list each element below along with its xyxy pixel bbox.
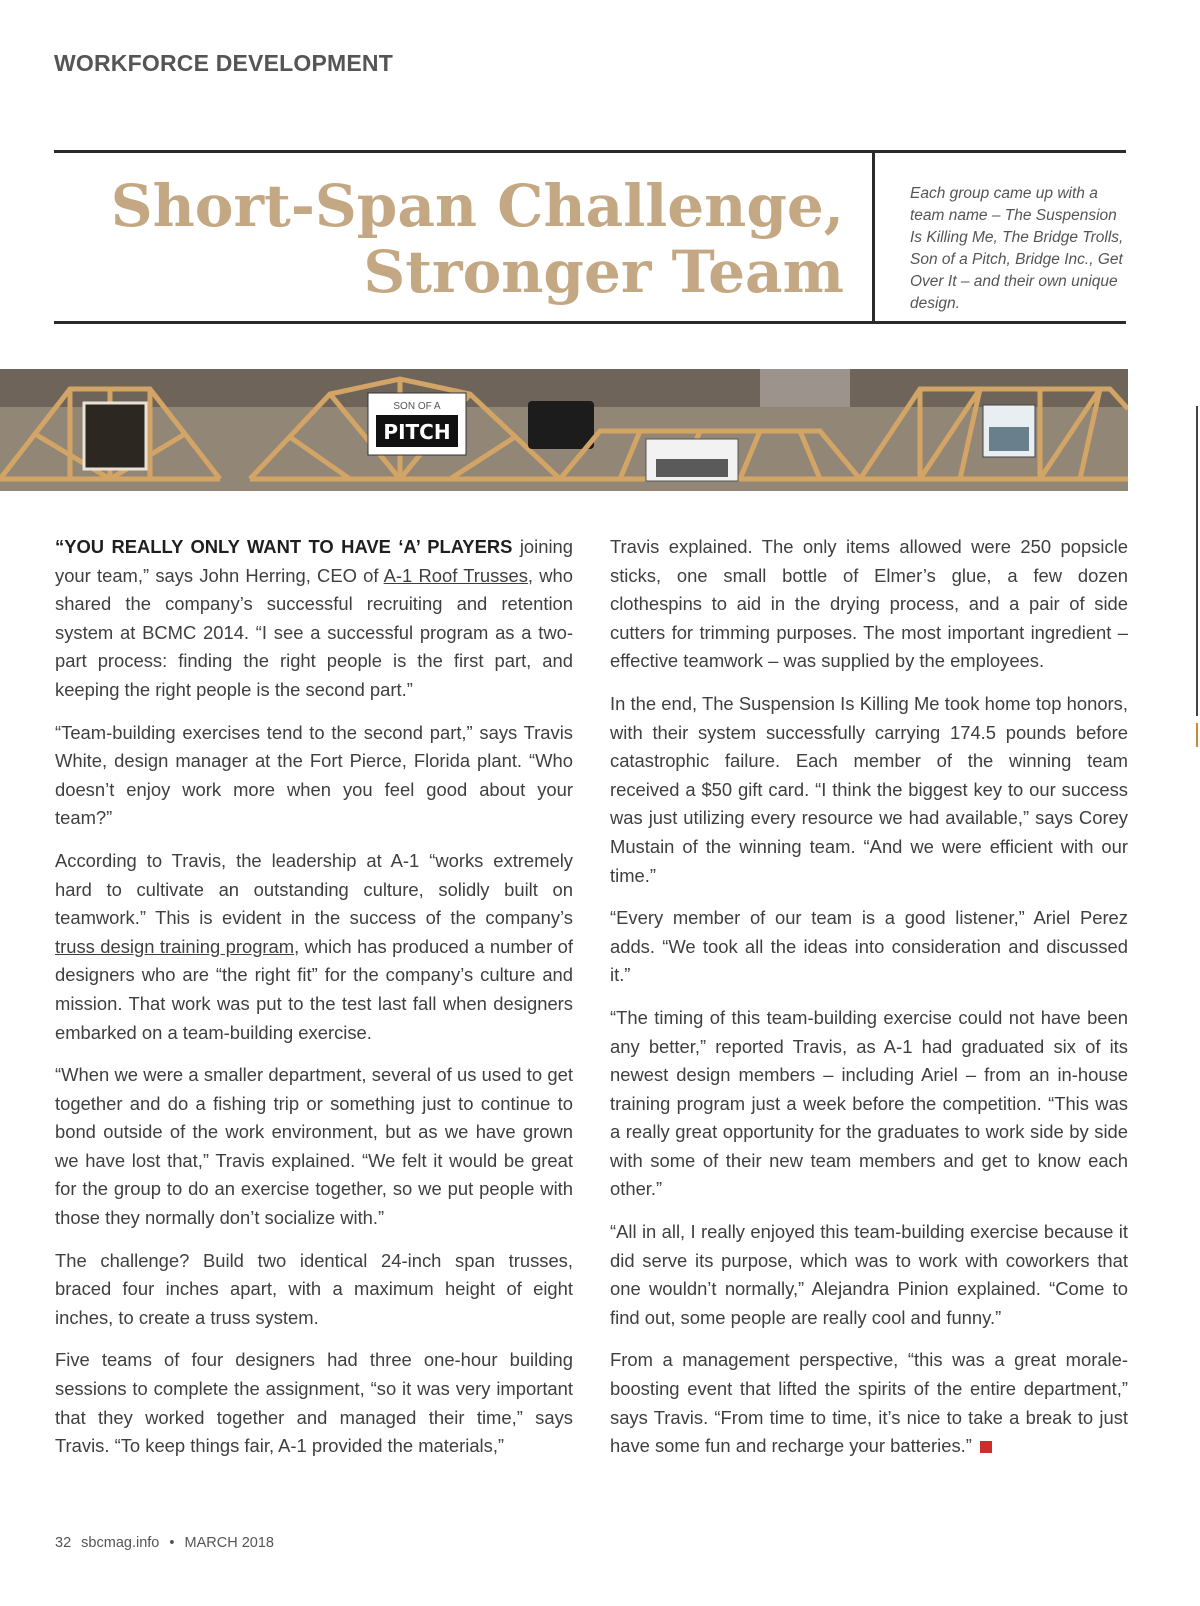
- bridge-photo: [0, 369, 1128, 491]
- paragraph-1-text-b: , who shared the company’s successful recruiting and retention system at BCMC 2014. “I see a successful program as a two-part process: finding the right people is the first part, and keeping the right people is the second part.”: [55, 564, 573, 700]
- photo-caption: Each group came up with a team name – The Suspension Is Killing Me, The Bridge Trolls, Son of a Pitch, Bridge Inc., Get Over It – and their own unique design.: [910, 185, 1124, 312]
- paragraph-11: “All in all, I really enjoyed this team-building exercise because it did serve its purpose, which was to work with coworkers that one wouldn’t normally,” Alejandra Pinion explained. “Come to find out, some people are really cool and funny.”: [610, 1221, 1128, 1328]
- paragraph-7: Travis explained. The only items allowed were 250 popsicle sticks, one small bottle of Elmer’s glue, a few dozen clothespins to aid in the drying process, and a pair of side cutters for trimming purposes. The most important ingredient – effective teamwork – was supplied by the employees.: [610, 536, 1128, 672]
- sign-son-of-a: SON OF A: [393, 401, 441, 412]
- paragraph-12-text: From a management perspective, “this was a great morale-boosting event that lifted the spirits of the entire department,” says Travis. “From time to time, it’s nice to take a break to just have some fun and recharge your batteries.”: [610, 1349, 1128, 1457]
- bridge-photo-illustration: [0, 369, 1128, 491]
- footer-site: sbcmag.info: [81, 1535, 160, 1551]
- section-label: WORKFORCE DEVELOPMENT: [54, 50, 393, 76]
- paragraph-4: “When we were a smaller department, several of us used to get together and do a fishing trip or something just to continue to bond outside of the work environment, but as we have grown we have lost that,” Travis explained. “We felt it would be great for the group to do an exercise together, so we put people with those they normally don’t socialize with.”: [55, 1064, 573, 1229]
- page-edge-tick: [1196, 723, 1198, 747]
- headline-line-2: Stronger Team: [363, 238, 844, 306]
- title-block: [54, 150, 1126, 324]
- paragraph-1: [55, 533, 573, 705]
- paragraph-6: Five teams of four designers had three one-hour building sessions to complete the assignment, “so it was very important that they worked together and managed their time,” says Travis. “To keep things fair, A-1 provided the materials,”: [55, 1349, 573, 1457]
- link-truss-design-training[interactable]: truss design training program: [55, 935, 295, 957]
- team-sign-bridge-trolls: [84, 403, 146, 469]
- team-sign-get-over-it-photo: [989, 427, 1029, 451]
- paragraph-8: In the end, The Suspension Is Killing Me took home top honors, with their system successfully carrying 174.5 pounds before catastrophic failure. Each member of the winning team received a $50 gift card. “I think the biggest key to our success was just utilizing every resource we had available,” says Corey Mustain of the winning team. “And we were efficient with our time.”: [610, 692, 1128, 886]
- paragraph-3-text-b: , which has produced a number of designers who are “the right fit” for the company’s culture and mission. That work was put to the test last fall when designers embarked on a team-building exercise.: [55, 935, 574, 1043]
- sign-pitch: PITCH: [383, 420, 451, 444]
- lead-in: “YOU REALLY ONLY WANT TO HAVE ‘A’ PLAYERS: [55, 536, 513, 557]
- team-sign-bridge-inc-photo: [656, 459, 728, 477]
- footer-bullet: •: [169, 1535, 175, 1551]
- title-divider: [872, 153, 875, 321]
- article-column-left: [55, 533, 573, 1475]
- end-of-article-mark: [980, 1441, 992, 1453]
- page-footer: [55, 1535, 280, 1551]
- article-column-right: [610, 533, 1128, 1475]
- paragraph-3: [55, 847, 573, 1047]
- paragraph-2: “Team-building exercises tend to the second part,” says Travis White, design manager at the Fort Pierce, Florida plant. “Who doesn’t enjoy work more when you feel good about your team?”: [55, 721, 573, 829]
- paragraph-5: The challenge? Build two identical 24-inch span trusses, braced four inches apart, with a maximum height of eight inches, to create a truss system.: [55, 1249, 573, 1328]
- page-edge-line: [1196, 406, 1198, 716]
- paragraph-10: “The timing of this team-building exercise could not have been any better,” reported Travis, as A-1 had graduated six of its newest design members – including Ariel – from an in-house training program just a week before the competition. “This was a really great opportunity for the graduates to work side by side with some of their new team members and get to know each other.”: [610, 1006, 1128, 1200]
- paragraph-1-text-a: joining your team,” says John Herring, CEO of: [55, 536, 574, 586]
- tablet-device: [528, 401, 594, 449]
- paragraph-9: “Every member of our team is a good listener,” Ariel Perez adds. “We took all the ideas into consideration and discussed it.”: [610, 907, 1128, 986]
- paragraph-3-text-a: According to Travis, the leadership at A-1 “works extremely hard to cultivate an outstanding culture, solidly built on teamwork.” This is evident in the success of the company’s: [55, 849, 573, 929]
- page-number: 32: [55, 1535, 72, 1551]
- headline: [54, 173, 844, 305]
- link-a1-roof-trusses[interactable]: A-1 Roof Trusses: [383, 564, 528, 586]
- footer-issue: MARCH 2018: [184, 1535, 274, 1551]
- headline-line-1: Short-Span Challenge,: [110, 172, 844, 240]
- paragraph-12: [610, 1346, 1128, 1460]
